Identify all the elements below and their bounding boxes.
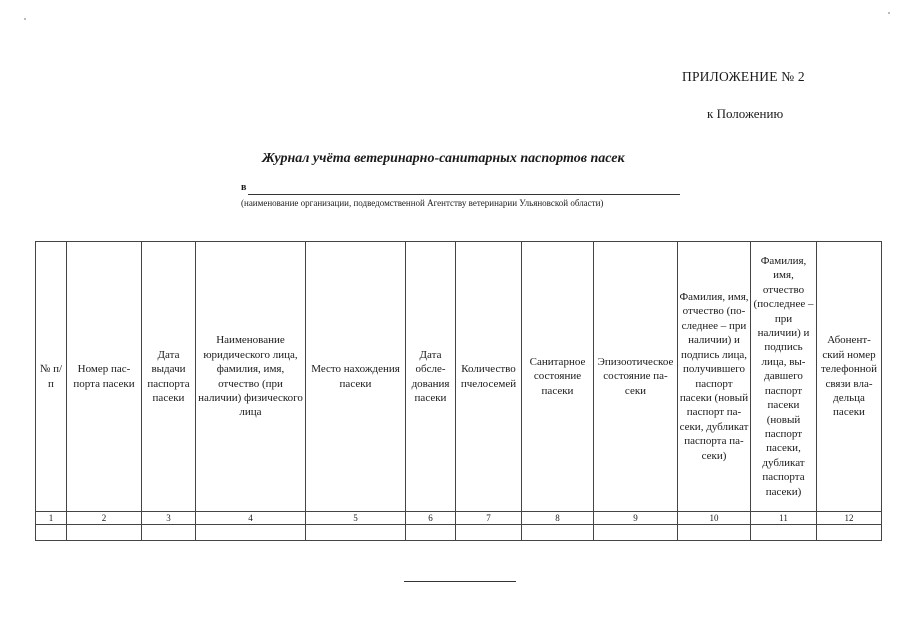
empty-cell bbox=[817, 525, 882, 541]
column-number: 2 bbox=[67, 512, 142, 525]
closing-rule bbox=[404, 581, 516, 582]
column-header: Количество пчелосемей bbox=[456, 242, 522, 512]
empty-cell bbox=[306, 525, 406, 541]
column-header: Номер паспорта пасеки bbox=[67, 242, 142, 512]
scan-speck bbox=[888, 12, 890, 14]
column-header: Фамилия, имя, отчество (последнее – при наличии) и подпись лица, получившего паспорт пасеки (новый паспорт пасеки, дубликат паспорта пасеки) bbox=[678, 242, 751, 512]
column-header: Наименование юридического лица, фамилия, имя, отчество (при наличии) физического лица bbox=[196, 242, 306, 512]
column-number: 1 bbox=[36, 512, 67, 525]
column-number: 10 bbox=[678, 512, 751, 525]
column-number: 12 bbox=[817, 512, 882, 525]
column-header: Дата обследования пасеки bbox=[406, 242, 456, 512]
column-number: 11 bbox=[751, 512, 817, 525]
empty-cell bbox=[456, 525, 522, 541]
journal-table bbox=[35, 241, 882, 541]
organization-prefix: в bbox=[241, 182, 247, 193]
organization-blank-line bbox=[248, 194, 680, 195]
empty-entry-row bbox=[36, 525, 882, 541]
column-header: Абонентский номер телефонной связи владельца пасеки bbox=[817, 242, 882, 512]
appendix-label: ПРИЛОЖЕНИЕ № 2 bbox=[682, 69, 805, 84]
column-number: 8 bbox=[522, 512, 594, 525]
empty-cell bbox=[196, 525, 306, 541]
header-row bbox=[36, 242, 882, 512]
scan-speck bbox=[24, 18, 26, 20]
document-title: Журнал учёта ветеринарно-санитарных паспортов пасек bbox=[262, 151, 625, 166]
column-number: 4 bbox=[196, 512, 306, 525]
organization-caption: (наименование организации, подведомственной Агентству ветеринарии Ульяновской области) bbox=[241, 198, 604, 208]
empty-cell bbox=[522, 525, 594, 541]
column-number: 3 bbox=[142, 512, 196, 525]
empty-cell bbox=[678, 525, 751, 541]
column-header: Фамилия, имя, отчество (последнее – при наличии) и подпись лица, выдавшего паспорт пасеки (новый паспорт пасеки, дубликат паспорта пасеки) bbox=[751, 242, 817, 512]
column-header: Санитарное состояние пасеки bbox=[522, 242, 594, 512]
empty-cell bbox=[67, 525, 142, 541]
empty-cell bbox=[594, 525, 678, 541]
column-number: 9 bbox=[594, 512, 678, 525]
empty-cell bbox=[36, 525, 67, 541]
regulation-reference: к Положению bbox=[707, 106, 784, 121]
column-header: Место нахождения пасеки bbox=[306, 242, 406, 512]
column-number: 5 bbox=[306, 512, 406, 525]
column-header: Дата выдачи паспорта пасеки bbox=[142, 242, 196, 512]
column-header: № п/п bbox=[36, 242, 67, 512]
column-number: 6 bbox=[406, 512, 456, 525]
empty-cell bbox=[406, 525, 456, 541]
empty-cell bbox=[751, 525, 817, 541]
column-number-row bbox=[36, 512, 882, 525]
column-header: Эпизоотическое состояние пасеки bbox=[594, 242, 678, 512]
empty-cell bbox=[142, 525, 196, 541]
column-number: 7 bbox=[456, 512, 522, 525]
